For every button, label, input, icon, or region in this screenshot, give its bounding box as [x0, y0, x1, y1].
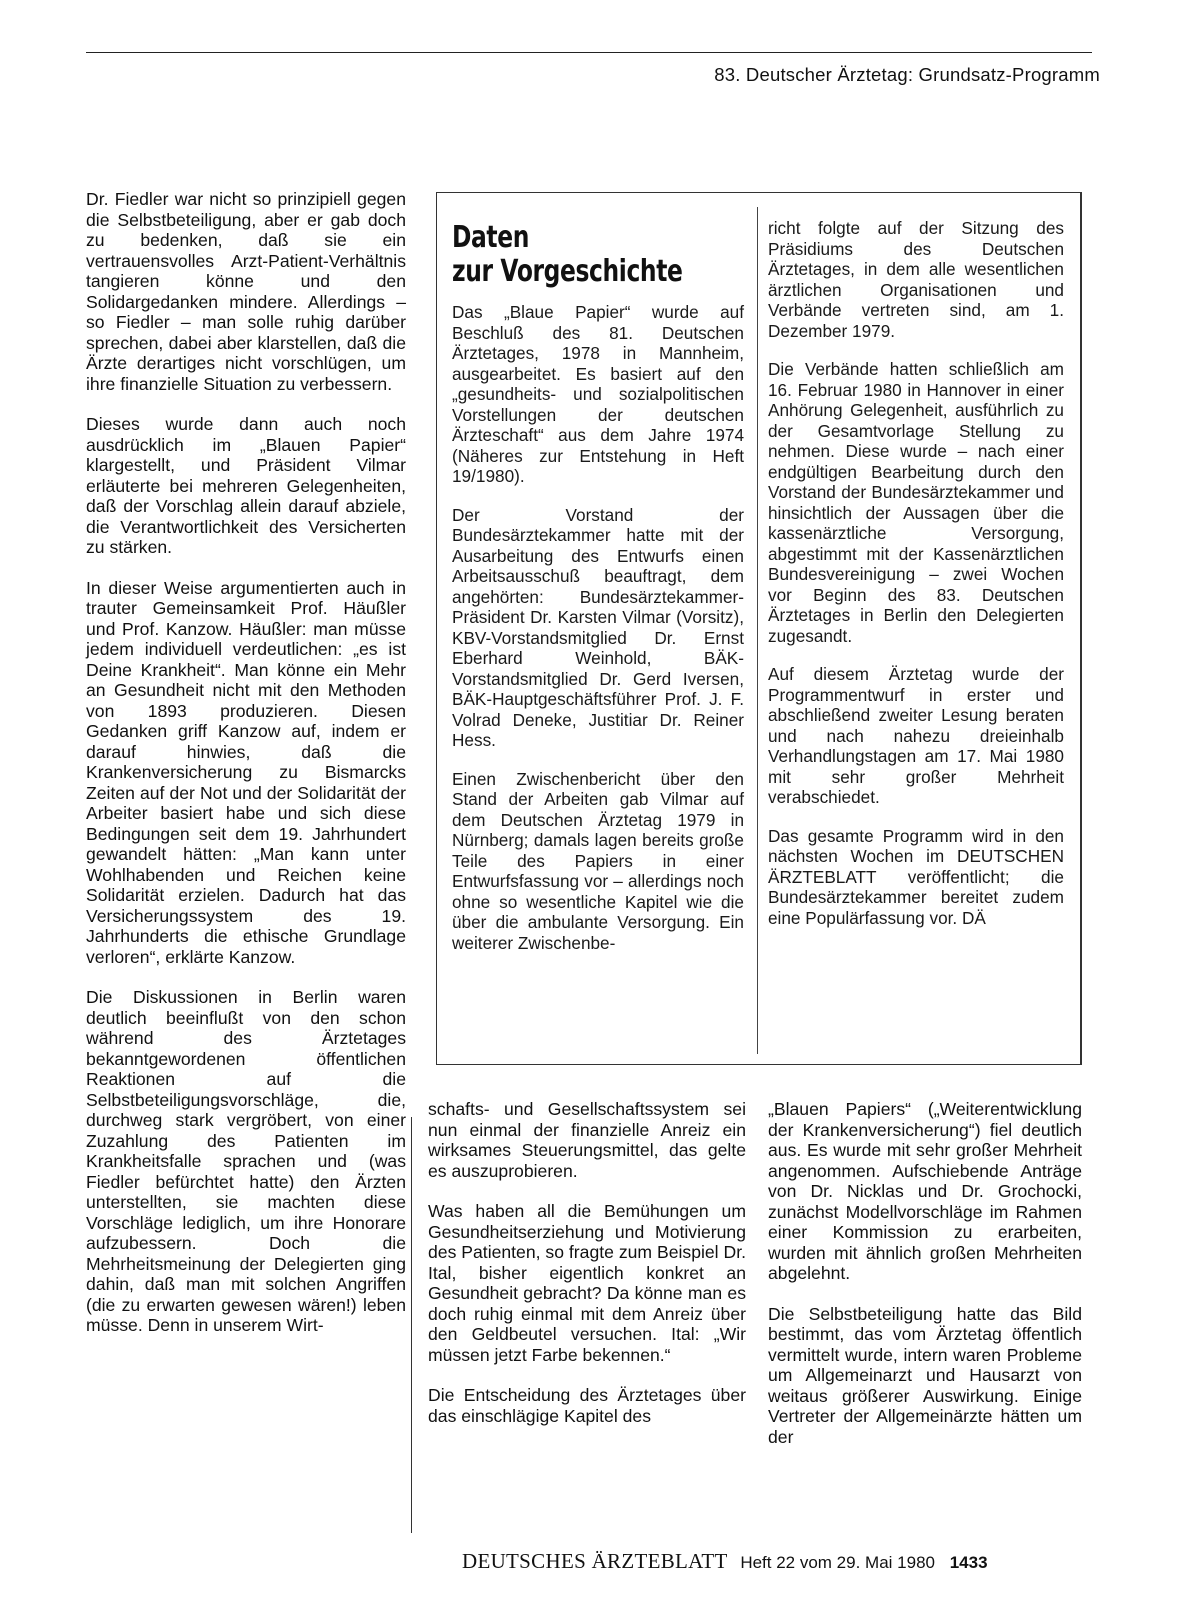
sidebar-box-column-divider [757, 207, 758, 1054]
running-head: 83. Deutscher Ärztetag: Grundsatz-Programm [714, 64, 1100, 85]
left-paragraph-2: Dieses wurde dann auch noch ausdrücklich im „Blauen Papier“ klargestellt, und Präsident Vilmar erläuterte bei mehreren Gelegenheiten, daß der Vorschlag allein darauf abziele, die Verantwortlichkeit des Versicherten zu stärken. [86, 414, 406, 557]
box-b-paragraph-1: richt folgte auf der Sitzung des Präsidiums des Deutschen Ärztetages, in dem alle wesentlichen ärztlichen Organisationen und Verbände vertreten sind, am 1. Dezember 1979. [768, 218, 1064, 341]
sidebar-box-title [452, 221, 682, 289]
sidebar-box-right-edge [1080, 192, 1082, 1065]
right-paragraph-1: „Blauen Papiers“ („Weiterentwicklung der Krankenversicherung“) fiel deutlich aus. Es wurde mit sehr großer Mehrheit angenommen. Aufschiebende Anträge von Dr. Nicklas und Dr. Grochocki, zunächst Modellvorschläge im Rahmen einer Kommission zu erarbeiten, wurden mit ähnlich großen Mehrheiten abgelehnt. [768, 1099, 1082, 1283]
left-paragraph-1: Dr. Fiedler war nicht so prinzipiell gegen die Selbstbeteiligung, aber er gab doch zu bedenken, daß sie ein vertrauensvolles Arzt-Patient-Verhältnis tangieren könne und den Solidargedanken mindere. Allerdings – so Fiedler – man solle ruhig darüber sprechen, dabei aber klarstellen, daß die Ärzte derartiges nicht vorschlügen, um ihre finanzielle Situation zu verbessern. [86, 189, 406, 394]
left-paragraph-4: Die Diskussionen in Berlin waren deutlich beeinflußt von den schon während des Ärztetages bekanntgewordenen öffentlichen Reaktionen auf die Selbstbeteiligungsvorschläge, die, durchweg stark vergröbert, von einer Zuzahlung des Patienten im Krankheitsfalle sprachen und (was Fiedler befürchtet hatte) den Ärzten unterstellten, sie machten diese Vorschläge lediglich, um ihre Honorare aufzubessern. Doch die Mehrheitsmeinung der Delegierten ging dahin, daß man mit solchen Angriffen (die zu erwarten gewesen wären!) leben müsse. Denn in unserem Wirt- [86, 987, 406, 1335]
middle-paragraph-3: Die Entscheidung des Ärztetages über das einschlägige Kapitel des [428, 1385, 746, 1426]
right-column [768, 1099, 1082, 1467]
column-separator [411, 1117, 412, 1533]
box-a-paragraph-2: Der Vorstand der Bundesärztekammer hatte mit der Ausarbeitung des Entwurfs einen Arbeitsausschuß beauftragt, dem angehörten: Bundesärztekammer-Präsident Dr. Karsten Vilmar (Vorsitz), KBV-Vorstandsmitglied Dr. Ernst Eberhard Weinhold, BÄK-Vorstandsmitglied Dr. Gerd Iversen, BÄK-Hauptgeschäftsführer Prof. J. F. Volrad Deneke, Justitiar Dr. Reiner Hess. [452, 504, 744, 750]
sidebar-box-title-line-1: Daten [452, 220, 529, 255]
page-footer [462, 1549, 1086, 1574]
journal-name: DEUTSCHES ÄRZTEBLATT [462, 1549, 728, 1573]
right-paragraph-2: Die Selbstbeteiligung hatte das Bild bestimmt, das vom Ärztetag öffentlich vermittelt wurde, intern waren Probleme um Allgemeinarzt und Hausarzt von weitaus größerer Auswirkung. Einige Vertreter der Allgemeinärzte hätten um der [768, 1303, 1082, 1447]
box-a-paragraph-3: Einen Zwischenbericht über den Stand der Arbeiten gab Vilmar auf dem Deutschen Ärztetag 1979 in Nürnberg; damals lagen bereits große Teile des Papiers in einer Entwurfsfassung vor – allerdings noch ohne so wesentliche Kapitel wie die über die ambulante Versorgung. Ein weiterer Zwischenbe- [452, 768, 744, 953]
box-b-paragraph-2: Die Verbände hatten schließlich am 16. Februar 1980 in Hannover in einer Anhörung Gelegenheit, ausführlich zu der Gesamtvorlage Stellung zu nehmen. Diese wurde – nach einer endgültigen Bearbeitung durch den Vorstand der Bundesärztekammer und hinsichtlich der Aussagen über die kassenärztliche Versorgung, abgestimmt mit der Kassenärztlichen Bundesvereinigung – zwei Wochen vor Beginn des 83. Deutschen Ärztetages in Berlin den Delegierten zugesandt. [768, 359, 1064, 646]
issue-info: Heft 22 vom 29. Mai 1980 [740, 1553, 935, 1572]
sidebar-box-title-line-2: zur Vorgeschichte [452, 254, 683, 289]
middle-paragraph-1: schafts- und Gesellschaftssystem sei nun einmal der finanzielle Anreiz ein wirksames Steuerungsmittel, das gelte es auszuprobieren. [428, 1099, 746, 1181]
left-paragraph-3: In dieser Weise argumentierten auch in trauter Gemeinsamkeit Prof. Häußler und Prof. Kanzow. Häußler: man müsse jedem individuell verdeutlichen: „es ist Deine Krankheit“. Man könne ein Mehr an Gesundheit nicht mit den Methoden von 1893 produzieren. Diesen Gedanken griff Kanzow auf, indem er darauf hinwies, daß die Krankenversicherung zu Bismarcks Zeiten auf der Not und der Solidarität der Arbeiter basiert habe und sich diese Bedingungen seit dem 19. Jahrhundert gewandelt hätten: „Man kann unter Wohlhabenden und Reichen keine Solidarität erzielen. Dadurch hat das Versicherungssystem des 19. Jahrhunderts die ethische Grundlage verloren“, erklärte Kanzow. [86, 577, 406, 967]
middle-paragraph-2: Was haben all die Bemühungen um Gesundheitserziehung und Motivierung des Patienten, so fragte zum Beispiel Dr. Ital, bisher eigentlich konkret an Gesundheit gebracht? Da könne man es doch ruhig einmal mit dem Anreiz über den Geldbeutel versuchen. Ital: „Wir müssen jetzt Farbe bekennen.“ [428, 1201, 746, 1365]
left-column [86, 189, 406, 1356]
middle-column [428, 1099, 746, 1446]
sidebar-box-column-a [452, 302, 744, 971]
sidebar-box-column-b [768, 218, 1064, 946]
page-number: 1433 [949, 1553, 988, 1572]
box-b-paragraph-4: Das gesamte Programm wird in den nächsten Wochen im DEUTSCHEN ÄRZTEBLATT veröffentlicht; die Bundesärztekammer bereitet zudem eine Populärfassung vor. DÄ [768, 825, 1064, 928]
box-a-paragraph-1: Das „Blaue Papier“ wurde auf Beschluß des 81. Deutschen Ärztetages, 1978 in Mannheim, ausgearbeitet. Es basiert auf den „gesundheits- und sozialpolitischen Vorstellungen der deutschen Ärzteschaft“ aus dem Jahre 1974 (Näheres zur Entstehung in Heft 19/1980). [452, 302, 744, 486]
box-b-paragraph-3: Auf diesem Ärztetag wurde der Programmentwurf in erster und abschließend zweiter Lesung beraten und nach nahezu dreieinhalb Verhandlungstagen am 17. Mai 1980 mit sehr großer Mehrheit verabschiedet. [768, 664, 1064, 807]
header-rule [86, 52, 1092, 53]
